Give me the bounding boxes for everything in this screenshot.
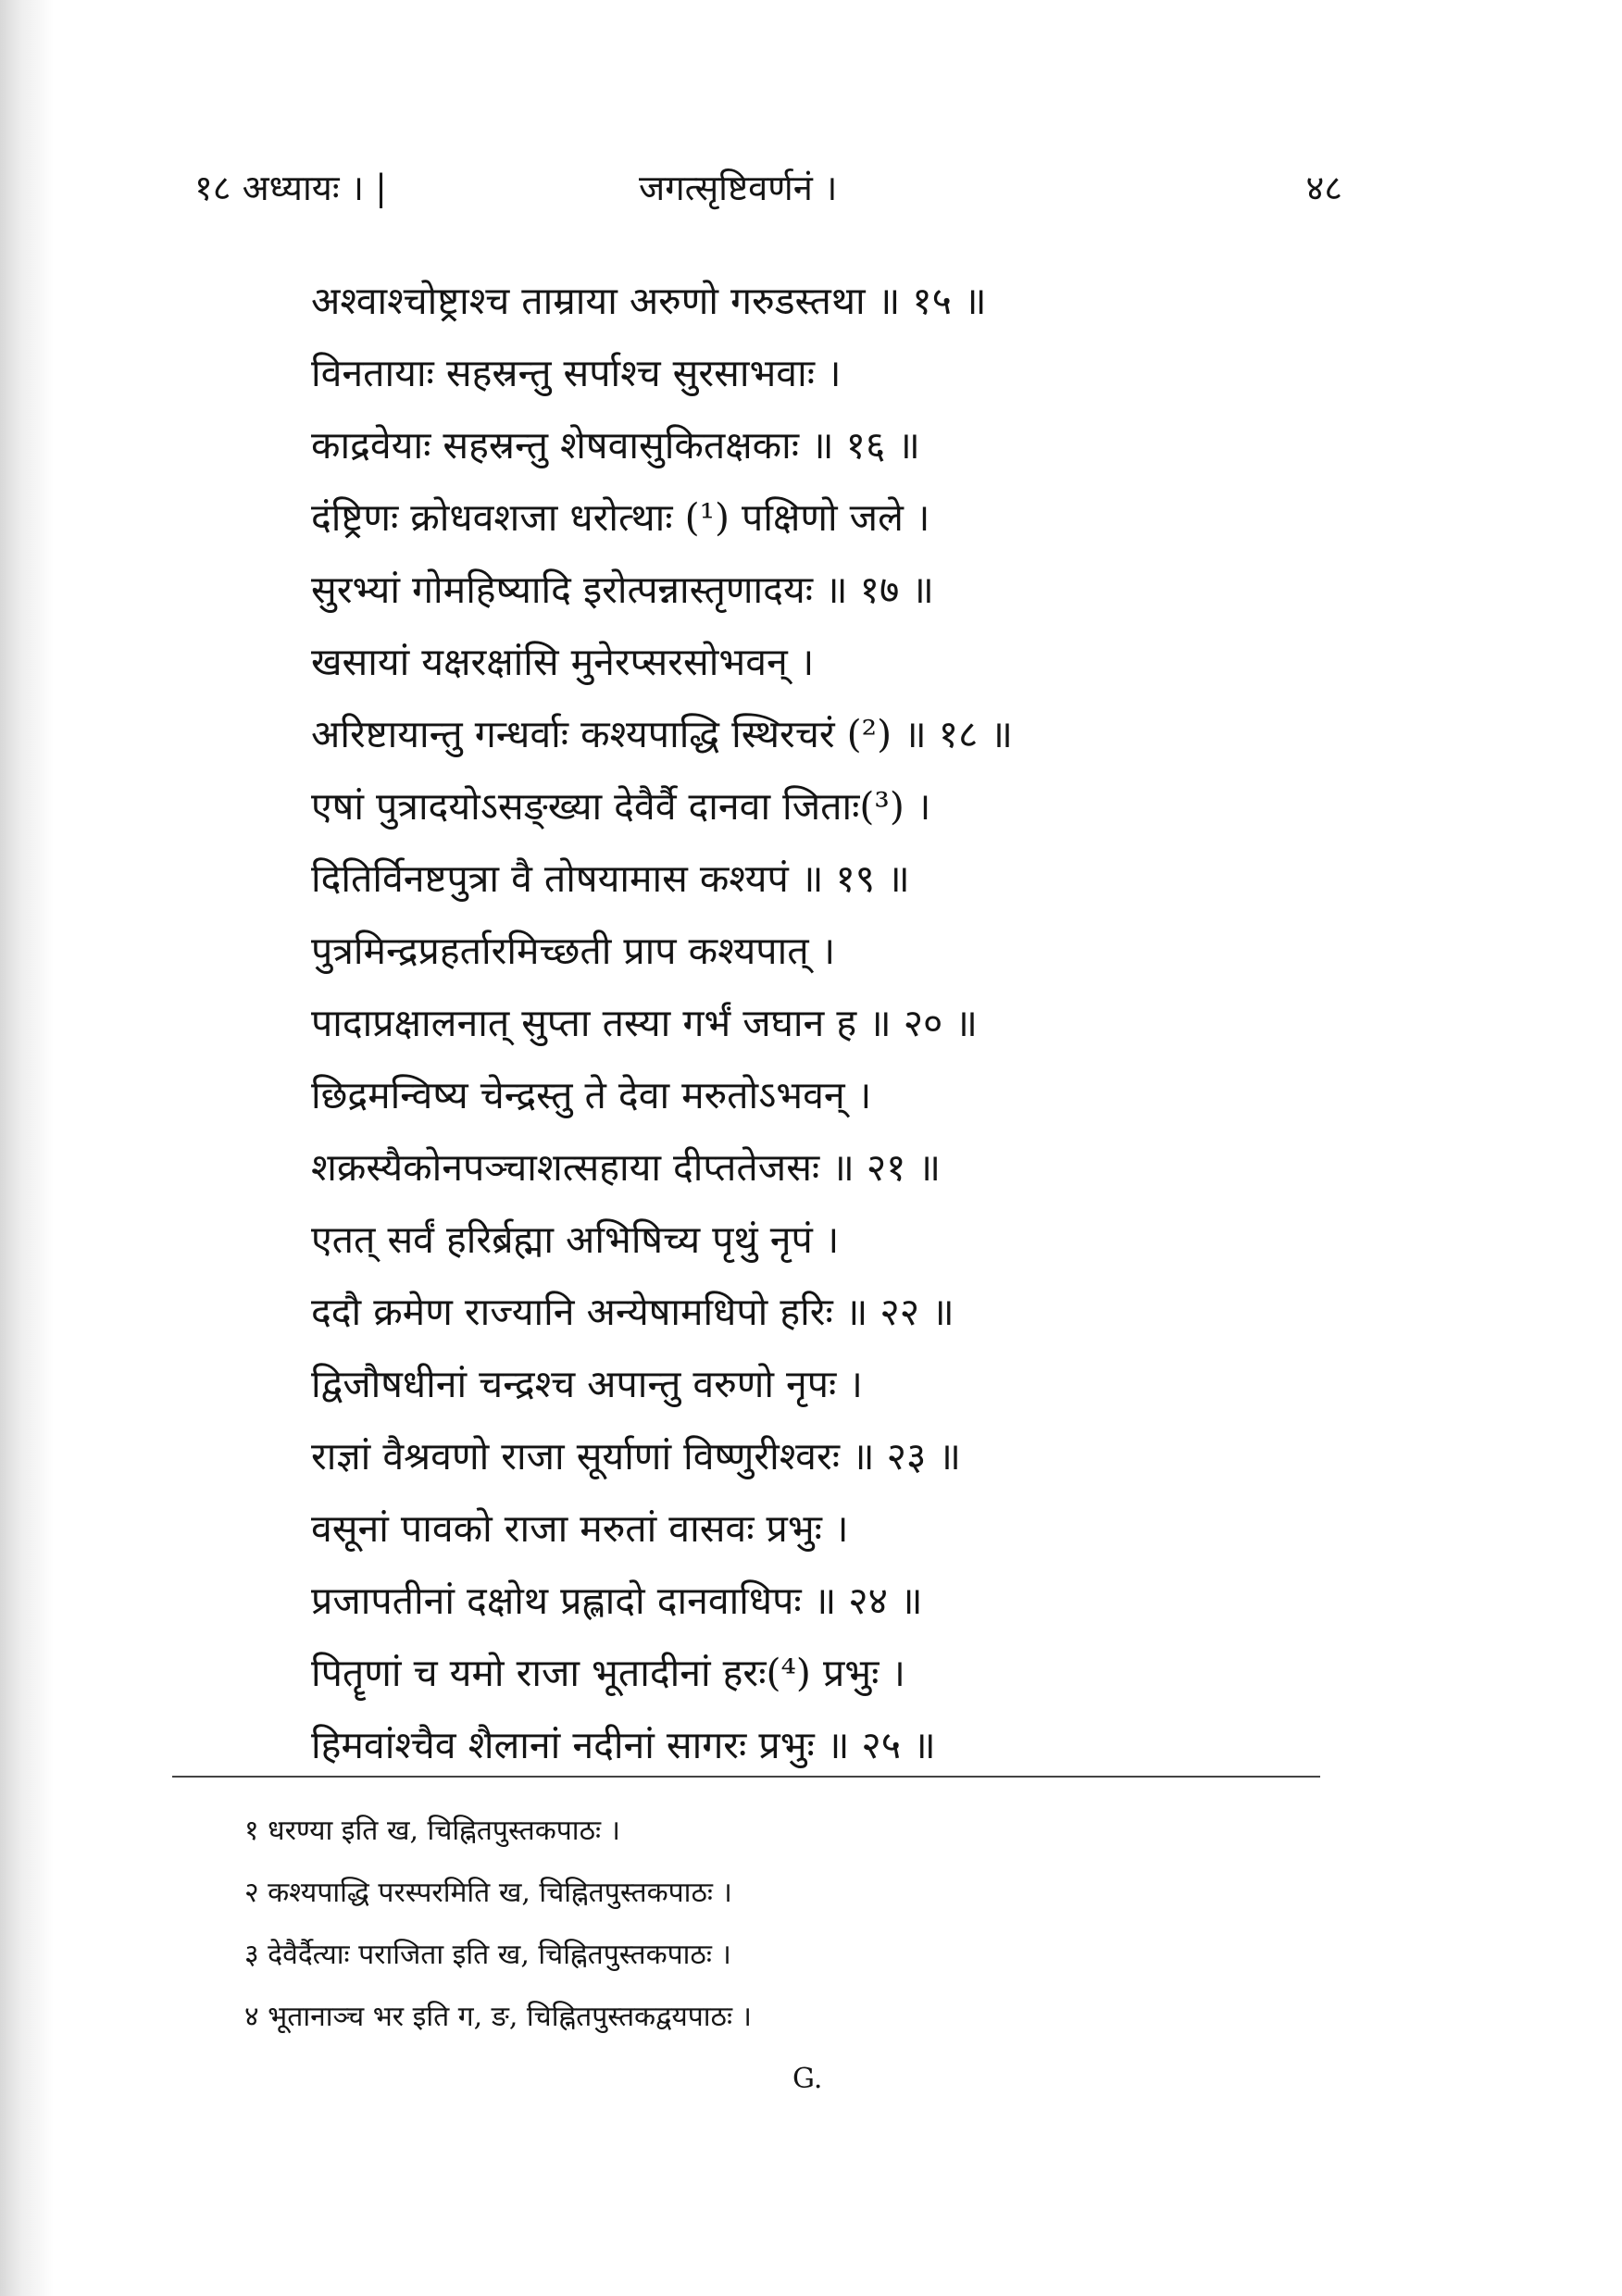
verse-line: प्रजापतीनां दक्षोथ प्रह्लादो दानवाधिपः ॥ २४ ॥ xyxy=(311,1578,923,1623)
printer-signature-mark: G. xyxy=(792,2063,823,2095)
chapter-label: १८ अध्यायः । | xyxy=(194,168,387,208)
running-header xyxy=(194,163,1342,218)
verse-block xyxy=(311,265,1237,1781)
footnotes-block xyxy=(244,1800,1263,2048)
verse-line: पादाप्रक्षालनात् सुप्ता तस्या गर्भं जघान ह ॥ २० ॥ xyxy=(311,1001,978,1045)
verse-line: वसूनां पावको राजा मरुतां वासवः प्रभुः । xyxy=(311,1506,849,1551)
page-number: ४८ xyxy=(1305,168,1342,208)
verse-line: एतत् सर्वं हरिर्ब्रह्मा अभिषिच्य पृथुं नृपं । xyxy=(311,1217,840,1262)
footnote: ३ देवैर्दैत्याः पराजिता इति ख, चिह्नितपुस्तकपाठः । xyxy=(244,1939,731,1971)
verse-line: विनतायाः सहस्रन्तु सर्पाश्च सुरसाभवाः । xyxy=(311,351,842,395)
section-title: जगत्सृष्टिवर्णनं । xyxy=(639,168,838,208)
verse-line: ददौ क्रमेण राज्यानि अन्येषामधिपो हरिः ॥ २२ ॥ xyxy=(311,1290,954,1334)
verse-line: काद्रवेयाः सहस्रन्तु शेषवासुकितक्षकाः ॥ १६ ॥ xyxy=(311,423,920,468)
verse-line: खसायां यक्षरक्षांसि मुनेरप्सरसोभवन् । xyxy=(311,640,815,684)
verse-line: सुरभ्यां गोमहिष्यादि इरोत्पन्नास्तृणादयः ॥ १७ ॥ xyxy=(311,568,934,612)
footnote: १ धरण्या इति ख, चिह्नितपुस्तकपाठः । xyxy=(244,1815,620,1847)
verse-line: दंष्ट्रिणः क्रोधवशजा धरोत्थाः (¹) पक्षिणो जले । xyxy=(311,495,930,540)
verse-line: छिद्रमन्विष्य चेन्द्रस्तु ते देवा मरुतोऽभवन् । xyxy=(311,1073,872,1117)
footnote-divider xyxy=(172,1776,1320,1778)
footnote: २ कश्यपाद्धि परस्परमिति ख, चिह्नितपुस्तकपाठः । xyxy=(244,1877,732,1909)
verse-line: दितिर्विनष्टपुत्रा वै तोषयामास कश्यपं ॥ १९ ॥ xyxy=(311,856,910,901)
verse-line: अश्वाश्चोष्ट्राश्च ताम्राया अरुणो गरुडस्तथा ॥ १५ ॥ xyxy=(311,279,987,323)
verse-line: एषां पुत्रादयोऽसङ्ख्या देवैर्वै दानवा जिताः(³) । xyxy=(311,784,931,829)
scanned-page-edge xyxy=(0,0,54,2296)
verse-line: शक्रस्यैकोनपञ्चाशत्सहाया दीप्ततेजसः ॥ २१ ॥ xyxy=(311,1145,942,1190)
verse-line: द्विजौषधीनां चन्द्रश्च अपान्तु वरुणो नृपः । xyxy=(311,1362,863,1406)
verse-line: हिमवांश्चैव शैलानां नदीनां सागरः प्रभुः ॥ २५ ॥ xyxy=(311,1723,936,1767)
verse-line: पुत्रमिन्द्रप्रहर्तारमिच्छती प्राप कश्यपात् । xyxy=(311,929,836,973)
footnote: ४ भूतानाञ्च भर इति ग, ङ, चिह्नितपुस्तकद्वयपाठः । xyxy=(244,2001,752,2033)
verse-line: अरिष्टायान्तु गन्धर्वाः कश्यपाद्धि स्थिरचरं (²) ॥ १८ ॥ xyxy=(311,712,1013,756)
verse-line: पितॄणां च यमो राजा भूतादीनां हरः(⁴) प्रभुः । xyxy=(311,1651,905,1695)
verse-line: राज्ञां वैश्रवणो राजा सूर्याणां विष्णुरीश्वरः ॥ २३ ॥ xyxy=(311,1434,961,1479)
